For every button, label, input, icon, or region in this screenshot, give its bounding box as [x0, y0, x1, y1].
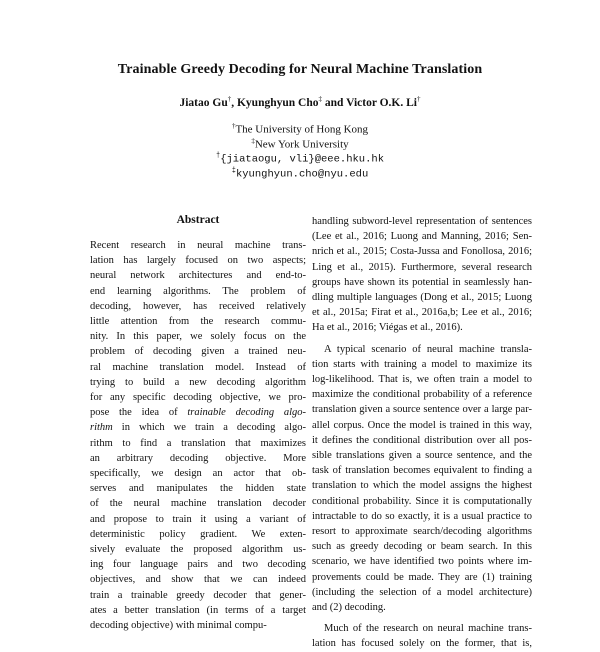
body-line: scenario, we have identified two points where im- — [312, 556, 532, 568]
body-line: intractable to do so exactly, it is a usual practice to — [312, 510, 532, 522]
body-line: groups have shown its potential in seamlessly han- — [312, 276, 532, 288]
affiliation-mark: † — [215, 152, 221, 160]
body-line: nrich et al., 2015; Costa-Jussa and Fonollosa, 2016; — [312, 246, 532, 258]
abstract-line: for any specific decoding objective, we pro- — [90, 392, 306, 404]
body-line: (including the selection of a model architecture) — [312, 586, 532, 598]
body-line: A typical scenario of neural machine transla- — [324, 343, 532, 355]
affiliation-nyu — [0, 137, 600, 151]
abstract-line: end learning algorithms. The problem of — [90, 285, 306, 297]
affiliation-hku — [0, 122, 600, 136]
author-separator: , — [231, 96, 237, 109]
body-line: dling multiple languages (Dong et al., 2015; Luong — [312, 292, 532, 304]
abstract-line: ates a better translation (in terms of a target — [90, 604, 306, 616]
abstract-line: decoding, however, has received relatively — [90, 300, 306, 312]
abstract-line: serves and manipulates the hidden state — [90, 483, 306, 495]
abstract-line: deterministic policy gradient. We exten- — [90, 528, 306, 540]
abstract-line: pose the idea of trainable decoding algo- — [90, 407, 306, 419]
body-line: (Lee et al., 2016; Luong and Manning, 2016; Sen- — [312, 231, 532, 243]
abstract-line: problem of decoding given a trained neu- — [90, 346, 306, 358]
intro-body — [312, 214, 532, 652]
abstract-line: ral machine translation model. Instead of — [90, 361, 306, 373]
body-line: such as greedy decoding or beam search. In this — [312, 541, 532, 553]
paper-title: Trainable Greedy Decoding for Neural Machine Translation — [117, 62, 483, 77]
body-line: maximize the conditional probability of a reference — [312, 389, 532, 401]
abstract-line: and propose to train it using a variant of — [90, 513, 306, 525]
author-name: Jiatao Gu — [179, 96, 228, 109]
affiliation-mark: ‡ — [231, 167, 236, 175]
author-name: Victor O.K. Li — [346, 96, 417, 109]
affiliation-mark: † — [227, 95, 232, 103]
abstract-line: decoding objective) with minimal compu- — [90, 620, 267, 632]
body-line: sible translations given a source sentence, and the — [312, 450, 532, 462]
affiliation-mark: † — [231, 122, 236, 130]
email-hku — [0, 152, 600, 166]
abstract-line: train a trainable greedy decoder that gener- — [90, 589, 306, 601]
abstract-line: rithm to find a translation that maximizes — [90, 437, 306, 449]
author-list — [0, 95, 600, 109]
abstract-line: sively evaluate the proposed algorithm us- — [90, 544, 306, 556]
body-line: translation given a source sentence over a large par- — [312, 404, 532, 416]
affiliation-text: The University of Hong Kong — [235, 123, 369, 136]
abstract-body — [90, 238, 306, 633]
abstract-line: rithm in which we train a decoding algo- — [90, 422, 306, 434]
abstract-line: lation has largely focused on two aspects; — [90, 255, 306, 267]
abstract-line: an arbitrary decoding objective. More — [90, 452, 306, 464]
body-line: resort to approximate search/decoding algorithms — [312, 526, 532, 538]
body-line: task of translation becomes equivalent to finding a — [312, 465, 532, 477]
abstract-line: Recent research in neural machine trans- — [90, 240, 306, 251]
affiliation-mark: ‡ — [318, 95, 322, 103]
body-line: provements could be made. They are (1) training — [312, 571, 532, 583]
author-separator: and — [321, 96, 347, 109]
email-nyu — [0, 167, 600, 181]
abstract-heading: Abstract — [176, 214, 220, 226]
abstract-line: neural network architectures and end-to- — [90, 270, 306, 282]
abstract-line: trying to build a new decoding algorithm — [90, 376, 306, 388]
body-line: tion starts with training a model to maximize its — [312, 358, 532, 370]
body-line: translation to which the model assigns the highest — [312, 480, 532, 492]
body-line: lation has focused solely on the former, that is, — [312, 638, 532, 650]
abstract-line: specifically, we design an actor that ob- — [90, 468, 306, 480]
body-line: it defines the conditional distribution over all pos- — [312, 434, 532, 446]
affiliation-mark: ‡ — [251, 137, 255, 145]
affiliation-mark: † — [417, 95, 421, 103]
body-line: handling subword-level representation of sentences — [312, 216, 532, 227]
author-name: Kyunghyun Cho — [236, 96, 319, 109]
abstract-line: objectives, and show that we can indeed — [90, 574, 306, 586]
abstract-line: nity. In this paper, we solely focus on the — [90, 331, 306, 343]
body-line: and (2) decoding. — [312, 602, 386, 614]
email-text: {jiataogu, vli}@eee.hku.hk — [220, 153, 385, 166]
body-line: Ha et al., 2016; Viégas et al., 2016). — [312, 322, 463, 334]
affiliation-text: New York University — [254, 138, 349, 151]
abstract-line: ing four language pairs and two decoding — [90, 559, 306, 571]
body-line: et al., 2015a; Firat et al., 2016a,b; Lee et al., 2016; — [312, 307, 532, 319]
abstract-line: of the neural machine translation decoder — [90, 498, 306, 510]
body-line: log-likelihood. That is, we often train a model to — [312, 374, 532, 386]
body-line: allel corpus. Once the model is trained in this way, — [312, 419, 532, 431]
body-line: Much of the research on neural machine trans- — [324, 623, 532, 635]
email-text: kyunghyun.cho@nyu.edu — [235, 168, 369, 181]
body-line: conditional probability. Since it is computationally — [312, 495, 532, 507]
body-line: Ling et al., 2015). Furthermore, several research — [312, 261, 532, 273]
abstract-line: little attention from the research commu- — [90, 316, 306, 328]
